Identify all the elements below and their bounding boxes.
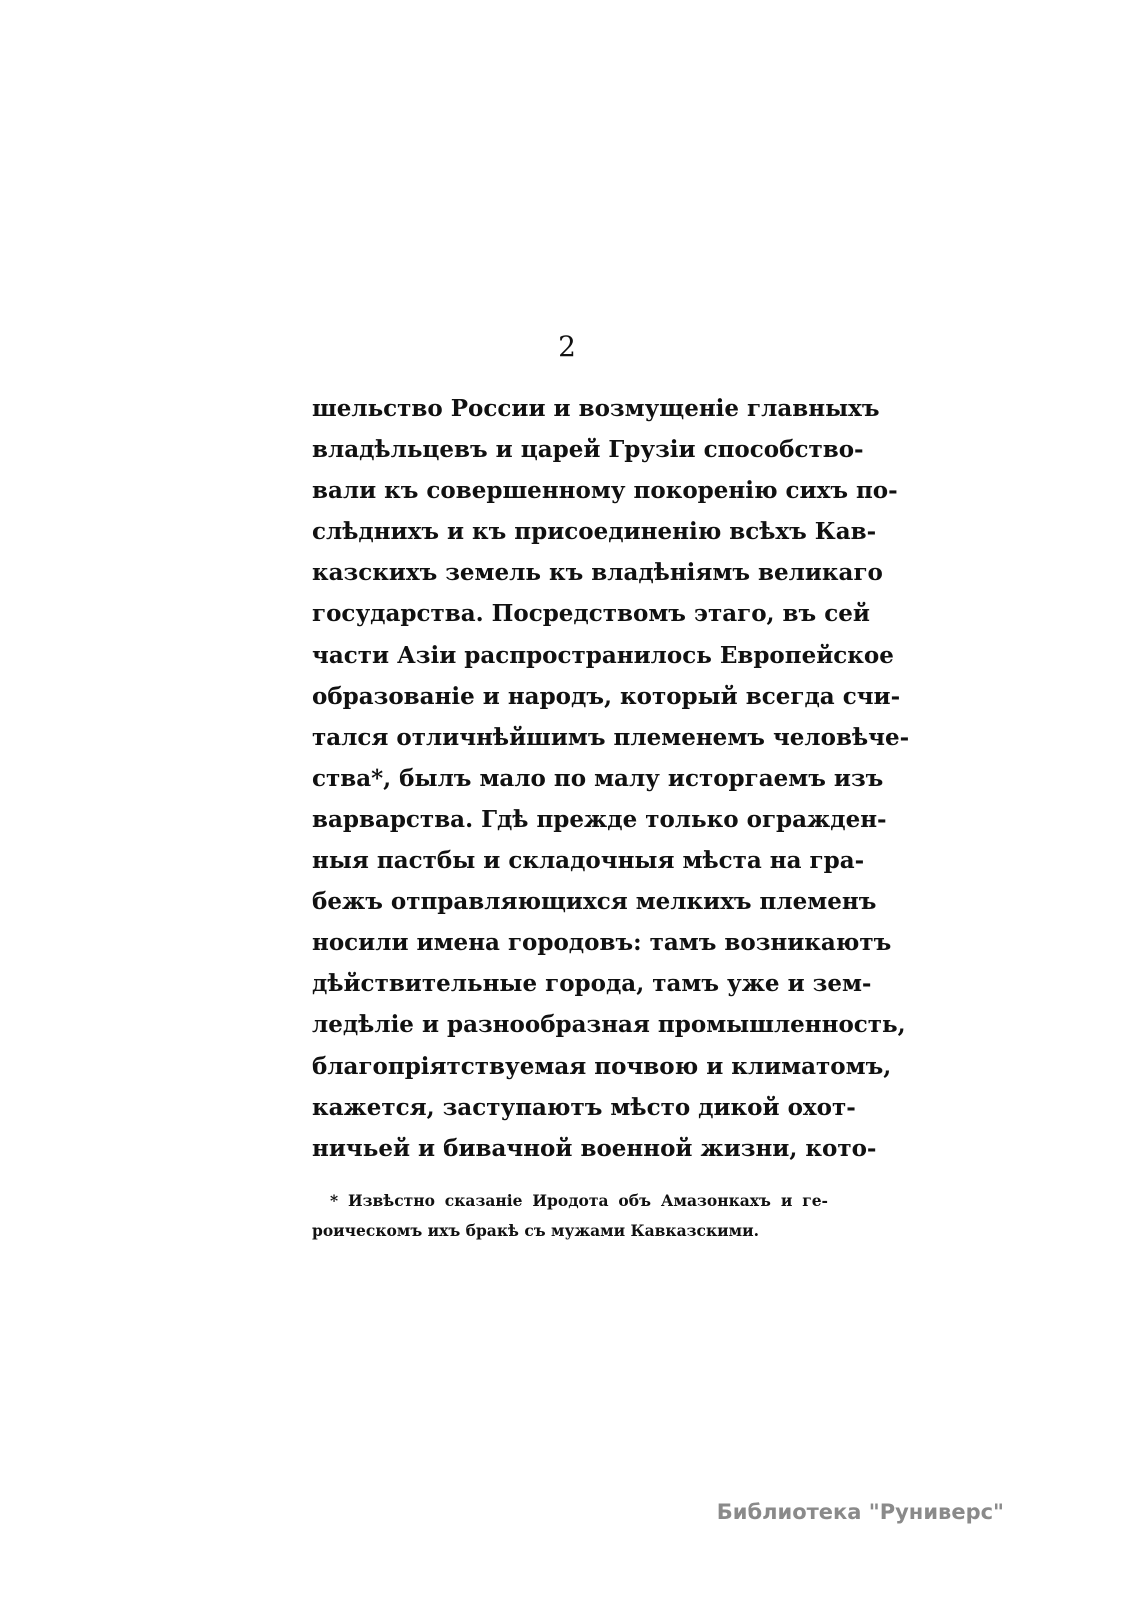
body-line: части Азіи распространилось Европейское: [312, 641, 894, 669]
body-text: [312, 388, 910, 1169]
body-line: слѣднихъ и къ присоединенію всѣхъ Кав-: [312, 518, 877, 546]
page-number: 2: [558, 330, 576, 363]
footnote-line: роическомъ ихъ бракѣ съ мужами Кавказскими.: [312, 1221, 760, 1240]
library-watermark: Библиотека "Руниверс": [716, 1500, 1004, 1524]
body-line: варварства. Гдѣ прежде только огражден-: [312, 805, 887, 833]
body-line: ныя пастбы и складочныя мѣста на гра-: [312, 847, 865, 875]
body-line: ледѣліе и разнообразная промышленность,: [312, 1011, 906, 1039]
body-line: носили имена городовъ: тамъ возникаютъ: [312, 929, 892, 957]
body-line: тался отличнѣйшимъ племенемъ человѣче-: [312, 723, 910, 751]
body-line: шельство России и возмущеніе главныхъ: [312, 395, 880, 422]
body-line: ства*, былъ мало по малу исторгаемъ изъ: [312, 764, 884, 792]
body-line: кажется, заступаютъ мѣсто дикой охот-: [312, 1093, 856, 1121]
body-line: вали къ совершенному покоренію сихъ по-: [312, 477, 898, 505]
body-line: ничьей и бивачной военной жизни, кото-: [312, 1134, 877, 1162]
body-line: бежъ отправляющихся мелкихъ племенъ: [312, 888, 877, 916]
body-line: владѣльцевъ и царей Грузіи способство-: [312, 436, 864, 464]
footnote-line: * Извѣстно сказаніе Иродота объ Амазонкахъ и ге-: [330, 1191, 828, 1210]
footnote: [312, 1186, 828, 1246]
body-line: государства. Посредствомъ этаго, въ сей: [312, 600, 870, 628]
body-line: благопріятствуемая почвою и климатомъ,: [312, 1052, 892, 1080]
body-line: дѣйствительные города, тамъ уже и зем-: [312, 970, 872, 998]
body-line: образованіе и народъ, который всегда счи-: [312, 682, 901, 710]
body-line: казскихъ земель къ владѣніямъ великаго: [312, 559, 883, 587]
